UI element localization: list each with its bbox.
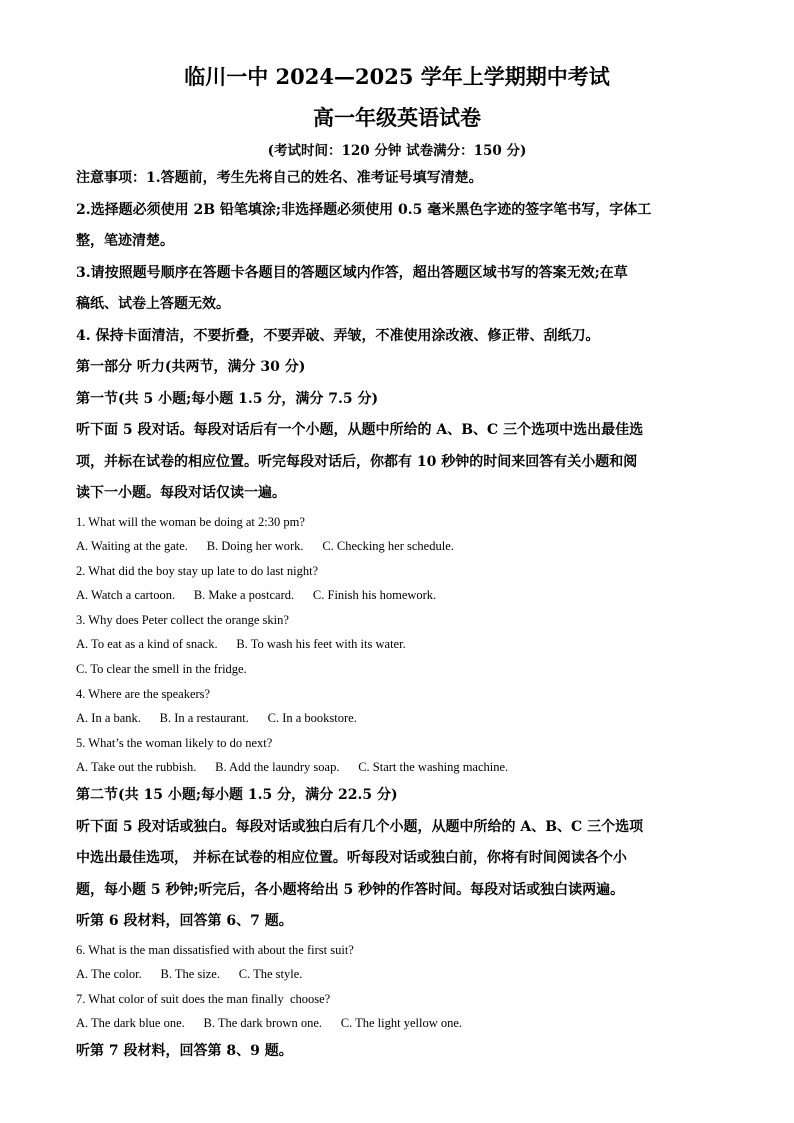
option-b: B. To wash his feet with its water. bbox=[236, 637, 406, 652]
option-c: C. The style. bbox=[238, 967, 303, 982]
option-a: A. Waiting at the gate. bbox=[76, 539, 188, 554]
section2-instruction-3: 题，每小题 5 秒钟;听完后，各小题将给出 5 秒钟的作答时间。每段对话或独白读两遍。 bbox=[76, 881, 625, 898]
note-1: 注意事项：1.答题前，考生先将自己的姓名、准考证号填写清楚。 bbox=[76, 170, 483, 186]
question-6-options bbox=[76, 962, 718, 987]
question-4: 4. Where are the speakers? bbox=[76, 686, 211, 701]
question-3: 3. Why does Peter collect the orange skin? bbox=[76, 612, 289, 627]
option-b: B. In a restaurant. bbox=[159, 711, 249, 726]
option-a: A. The color. bbox=[76, 967, 142, 982]
note-3-line-2: 稿纸、试卷上答题无效。 bbox=[76, 296, 230, 312]
note-4: 4. 保持卡面清洁，不要折叠，不要弄破、弄皱，不准使用涂改液、修正带、刮纸刀。 bbox=[76, 327, 600, 344]
option-a: A. To eat as a kind of snack. bbox=[76, 637, 218, 652]
option-c: C. In a bookstore. bbox=[267, 711, 357, 726]
option-b: B. Doing her work. bbox=[206, 539, 304, 554]
question-3-options-line-1 bbox=[76, 632, 718, 657]
notes-section bbox=[76, 163, 718, 352]
option-a: A. Take out the rubbish. bbox=[76, 760, 197, 775]
question-6: 6. What is the man dissatisfied with about the first suit? bbox=[76, 942, 354, 957]
option-c: C. Finish his homework. bbox=[312, 588, 437, 603]
section1-instruction-2: 项，并标在试卷的相应位置。听完每段对话后，你都有 10 秒钟的时间来回答有关小题和阅 bbox=[76, 453, 638, 470]
exam-page bbox=[76, 62, 718, 1067]
option-a: A. Watch a cartoon. bbox=[76, 588, 176, 603]
option-b: B. The dark brown one. bbox=[203, 1016, 323, 1031]
material-7-heading: 听第 7 段材料，回答第 8、9 题。 bbox=[76, 1042, 293, 1059]
question-4-options bbox=[76, 706, 718, 731]
option-c: C. Checking her schedule. bbox=[322, 539, 454, 554]
exam-info: (考试时间：120 分钟 试卷满分：150 分) bbox=[267, 143, 527, 159]
question-5: 5. What’s the woman likely to do next? bbox=[76, 735, 273, 750]
note-2-line-1: 2.选择题必须使用 2B 铅笔填涂;非选择题必须使用 0.5 毫米黑色字迹的签字笔书写，字体工 bbox=[76, 201, 652, 218]
option-a: A. The dark blue one. bbox=[76, 1016, 185, 1031]
note-3-line-1: 3.请按照题号顺序在答题卡各题目的答题区域内作答，超出答题区域书写的答案无效;在草 bbox=[76, 264, 628, 281]
section2-questions bbox=[76, 938, 718, 1036]
question-1: 1. What will the woman be doing at 2:30 pm? bbox=[76, 514, 305, 529]
section2-instruction-2: 中选出最佳选项， 并标在试卷的相应位置。听每段对话或独白前，你将有时间阅读各个小 bbox=[76, 850, 627, 867]
option-c: C. The light yellow one. bbox=[340, 1016, 463, 1031]
section2-instruction-1: 听下面 5 段对话或独白。每段对话或独白后有几个小题，从题中所给的 A、B、C 三个选项 bbox=[76, 818, 644, 835]
section1-instruction-1: 听下面 5 段对话。每段对话后有一个小题，从题中所给的 A、B、C 三个选项中选出最佳选 bbox=[76, 422, 644, 438]
option-b: B. Add the laundry soap. bbox=[215, 760, 340, 775]
question-2-options bbox=[76, 583, 718, 608]
option-c: C. Start the washing machine. bbox=[358, 760, 509, 775]
question-7-options bbox=[76, 1011, 718, 1036]
exam-subtitle: 高一年级英语试卷 bbox=[313, 105, 481, 130]
option-c: C. To clear the smell in the fridge. bbox=[76, 662, 247, 677]
question-7: 7. What color of suit does the man finally choose? bbox=[76, 991, 331, 1006]
question-1-options bbox=[76, 534, 718, 559]
section2-heading: 第二节(共 15 小题;每小题 1.5 分，满分 22.5 分) bbox=[76, 787, 398, 804]
question-3-options-line-2 bbox=[76, 657, 718, 682]
part1-heading: 第一部分 听力(共两节，满分 30 分) bbox=[76, 359, 306, 375]
option-b: B. The size. bbox=[160, 967, 220, 982]
note-2-line-2: 整，笔迹清楚。 bbox=[76, 233, 174, 249]
option-a: A. In a bank. bbox=[76, 711, 141, 726]
option-b: B. Make a postcard. bbox=[193, 588, 295, 603]
exam-title: 临川一中 2024—2025 学年上学期期中考试 bbox=[184, 64, 610, 89]
question-2: 2. What did the boy stay up late to do last night? bbox=[76, 563, 319, 578]
section1-heading: 第一节(共 5 小题;每小题 1.5 分，满分 7.5 分) bbox=[76, 390, 379, 407]
section1-questions bbox=[76, 510, 718, 781]
question-5-options bbox=[76, 755, 718, 780]
section1-instruction-3: 读下一小题。每段对话仅读一遍。 bbox=[76, 485, 286, 501]
material-6-heading: 听第 6 段材料，回答第 6、7 题。 bbox=[76, 913, 293, 930]
